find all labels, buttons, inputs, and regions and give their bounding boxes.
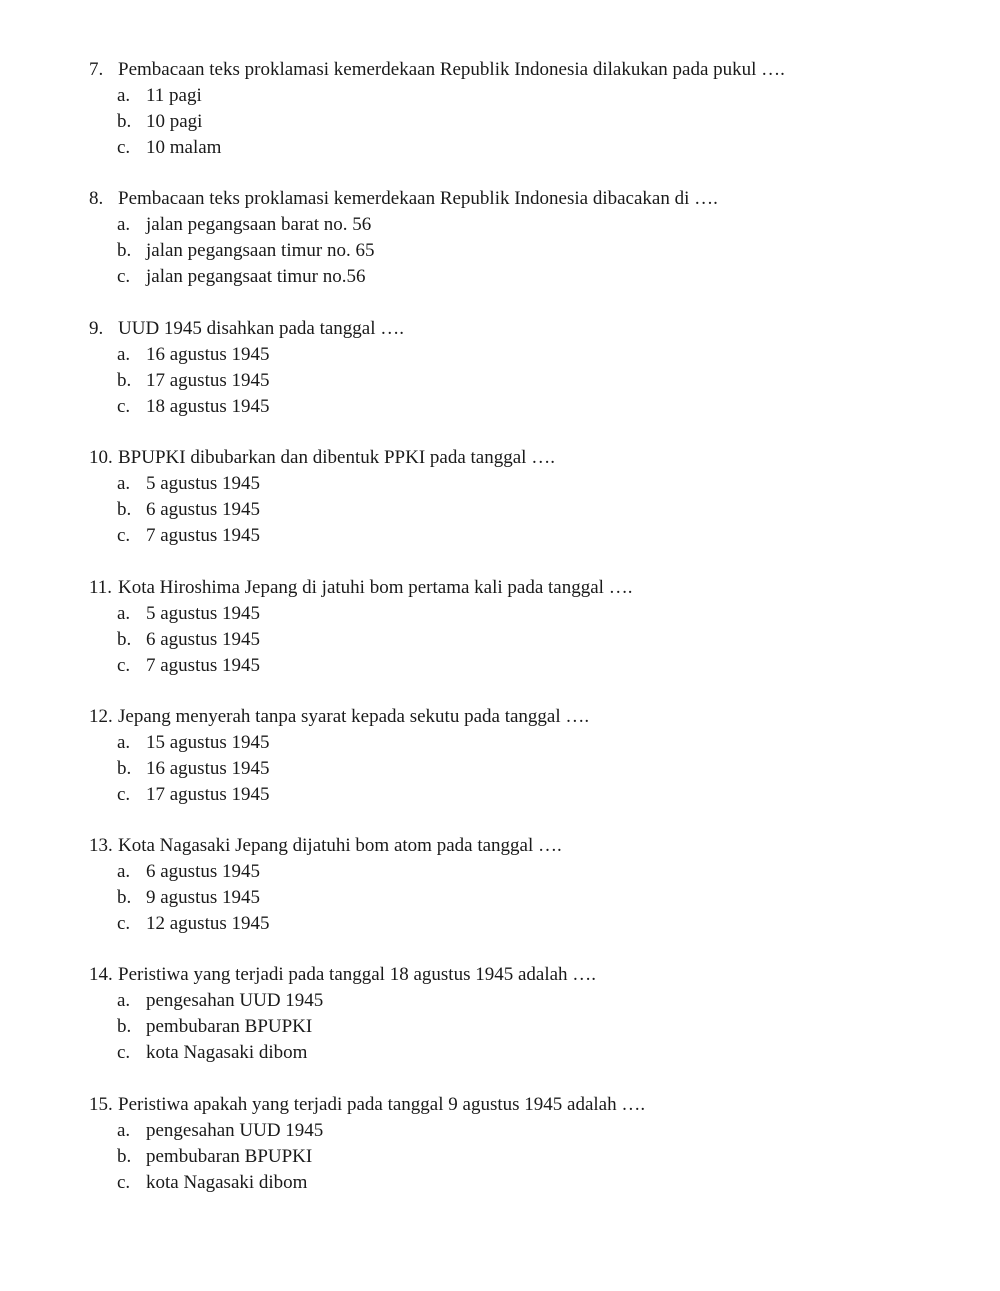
option-letter: b. [117, 1146, 132, 1167]
option-text: pembubaran BPUPKI [146, 1146, 313, 1167]
option-b[interactable] [89, 1014, 969, 1040]
question-text: Pembacaan teks proklamasi kemerdekaan Republik Indonesia dibacakan di …. [118, 188, 718, 209]
question-number: 15. [89, 1094, 113, 1115]
option-letter: b. [117, 1016, 132, 1037]
option-letter: b. [117, 758, 132, 779]
option-b[interactable] [89, 497, 969, 523]
option-text: 5 agustus 1945 [146, 603, 260, 624]
option-list [89, 83, 969, 161]
option-c[interactable] [89, 394, 969, 420]
question-number: 10. [89, 447, 113, 468]
option-letter: a. [117, 214, 131, 235]
option-letter: a. [117, 344, 131, 365]
option-letter: a. [117, 861, 131, 882]
option-text: kota Nagasaki dibom [146, 1042, 308, 1063]
option-text: 12 agustus 1945 [146, 913, 270, 934]
option-list [89, 988, 969, 1066]
question-number: 14. [89, 964, 113, 985]
option-letter: c. [117, 1172, 131, 1193]
option-text: 7 agustus 1945 [146, 525, 260, 546]
question-number: 8. [89, 188, 104, 209]
option-b[interactable] [89, 109, 969, 135]
option-c[interactable] [89, 1040, 969, 1066]
option-text: 16 agustus 1945 [146, 758, 270, 779]
option-c[interactable] [89, 782, 969, 808]
option-letter: b. [117, 499, 132, 520]
question-number: 9. [89, 318, 104, 339]
option-c[interactable] [89, 653, 969, 679]
option-letter: c. [117, 913, 131, 934]
question-15 [89, 1092, 969, 1196]
question-text: Jepang menyerah tanpa syarat kepada sekutu pada tanggal …. [118, 706, 590, 727]
option-b[interactable] [89, 368, 969, 394]
option-letter: c. [117, 525, 131, 546]
option-a[interactable] [89, 83, 969, 109]
option-c[interactable] [89, 1170, 969, 1196]
option-text: 17 agustus 1945 [146, 784, 270, 805]
option-text: 11 pagi [146, 85, 202, 106]
option-c[interactable] [89, 911, 969, 937]
question-13 [89, 833, 969, 937]
option-a[interactable] [89, 601, 969, 627]
option-list [89, 730, 969, 808]
option-list [89, 212, 969, 290]
option-a[interactable] [89, 988, 969, 1014]
option-text: 5 agustus 1945 [146, 473, 260, 494]
option-a[interactable] [89, 471, 969, 497]
option-text: jalan pegangsaan timur no. 65 [146, 240, 375, 261]
question-number: 7. [89, 59, 104, 80]
question-text: BPUPKI dibubarkan dan dibentuk PPKI pada tanggal …. [118, 447, 555, 468]
question-text: Peristiwa apakah yang terjadi pada tanggal 9 agustus 1945 adalah …. [118, 1094, 646, 1115]
option-text: pengesahan UUD 1945 [146, 990, 324, 1011]
option-letter: b. [117, 629, 132, 650]
option-letter: b. [117, 240, 132, 261]
question-11 [89, 575, 969, 679]
option-b[interactable] [89, 885, 969, 911]
question-10 [89, 445, 969, 549]
option-text: 6 agustus 1945 [146, 861, 260, 882]
option-text: 15 agustus 1945 [146, 732, 270, 753]
option-text: 16 agustus 1945 [146, 344, 270, 365]
question-number: 12. [89, 706, 113, 727]
question-text: Peristiwa yang terjadi pada tanggal 18 agustus 1945 adalah …. [118, 964, 597, 985]
question-12 [89, 704, 969, 808]
option-text: 6 agustus 1945 [146, 629, 260, 650]
option-text: kota Nagasaki dibom [146, 1172, 308, 1193]
question-7 [89, 57, 969, 161]
question-8 [89, 186, 969, 290]
option-text: 18 agustus 1945 [146, 396, 270, 417]
option-list [89, 601, 969, 679]
option-text: 9 agustus 1945 [146, 887, 260, 908]
option-c[interactable] [89, 523, 969, 549]
option-text: jalan pegangsaat timur no.56 [146, 266, 366, 287]
option-text: 10 malam [146, 137, 222, 158]
option-list [89, 859, 969, 937]
option-a[interactable] [89, 859, 969, 885]
option-letter: b. [117, 370, 132, 391]
option-letter: a. [117, 1120, 131, 1141]
option-letter: c. [117, 266, 131, 287]
option-text: 7 agustus 1945 [146, 655, 260, 676]
option-text: 17 agustus 1945 [146, 370, 270, 391]
option-a[interactable] [89, 1118, 969, 1144]
option-list [89, 471, 969, 549]
option-letter: c. [117, 655, 131, 676]
question-text: Pembacaan teks proklamasi kemerdekaan Republik Indonesia dilakukan pada pukul …. [118, 59, 785, 80]
question-number: 13. [89, 835, 113, 856]
question-text: UUD 1945 disahkan pada tanggal …. [118, 318, 404, 339]
option-text: pengesahan UUD 1945 [146, 1120, 324, 1141]
option-letter: c. [117, 137, 131, 158]
option-letter: b. [117, 111, 132, 132]
option-a[interactable] [89, 212, 969, 238]
question-14 [89, 962, 969, 1066]
option-b[interactable] [89, 1144, 969, 1170]
option-list [89, 342, 969, 420]
option-letter: a. [117, 732, 131, 753]
question-text: Kota Hiroshima Jepang di jatuhi bom pertama kali pada tanggal …. [118, 577, 633, 598]
option-letter: a. [117, 603, 131, 624]
option-a[interactable] [89, 342, 969, 368]
option-text: pembubaran BPUPKI [146, 1016, 313, 1037]
option-letter: a. [117, 473, 131, 494]
option-letter: c. [117, 396, 131, 417]
option-text: jalan pegangsaan barat no. 56 [146, 214, 372, 235]
option-letter: a. [117, 85, 131, 106]
option-letter: a. [117, 990, 131, 1011]
question-number: 11. [89, 577, 113, 598]
option-c[interactable] [89, 264, 969, 290]
option-letter: b. [117, 887, 132, 908]
option-text: 6 agustus 1945 [146, 499, 260, 520]
option-b[interactable] [89, 238, 969, 264]
option-text: 10 pagi [146, 111, 203, 132]
option-a[interactable] [89, 730, 969, 756]
option-c[interactable] [89, 135, 969, 161]
option-b[interactable] [89, 627, 969, 653]
option-list [89, 1118, 969, 1196]
option-letter: c. [117, 1042, 131, 1063]
option-b[interactable] [89, 756, 969, 782]
option-letter: c. [117, 784, 131, 805]
question-9 [89, 316, 969, 420]
question-text: Kota Nagasaki Jepang dijatuhi bom atom pada tanggal …. [118, 835, 562, 856]
